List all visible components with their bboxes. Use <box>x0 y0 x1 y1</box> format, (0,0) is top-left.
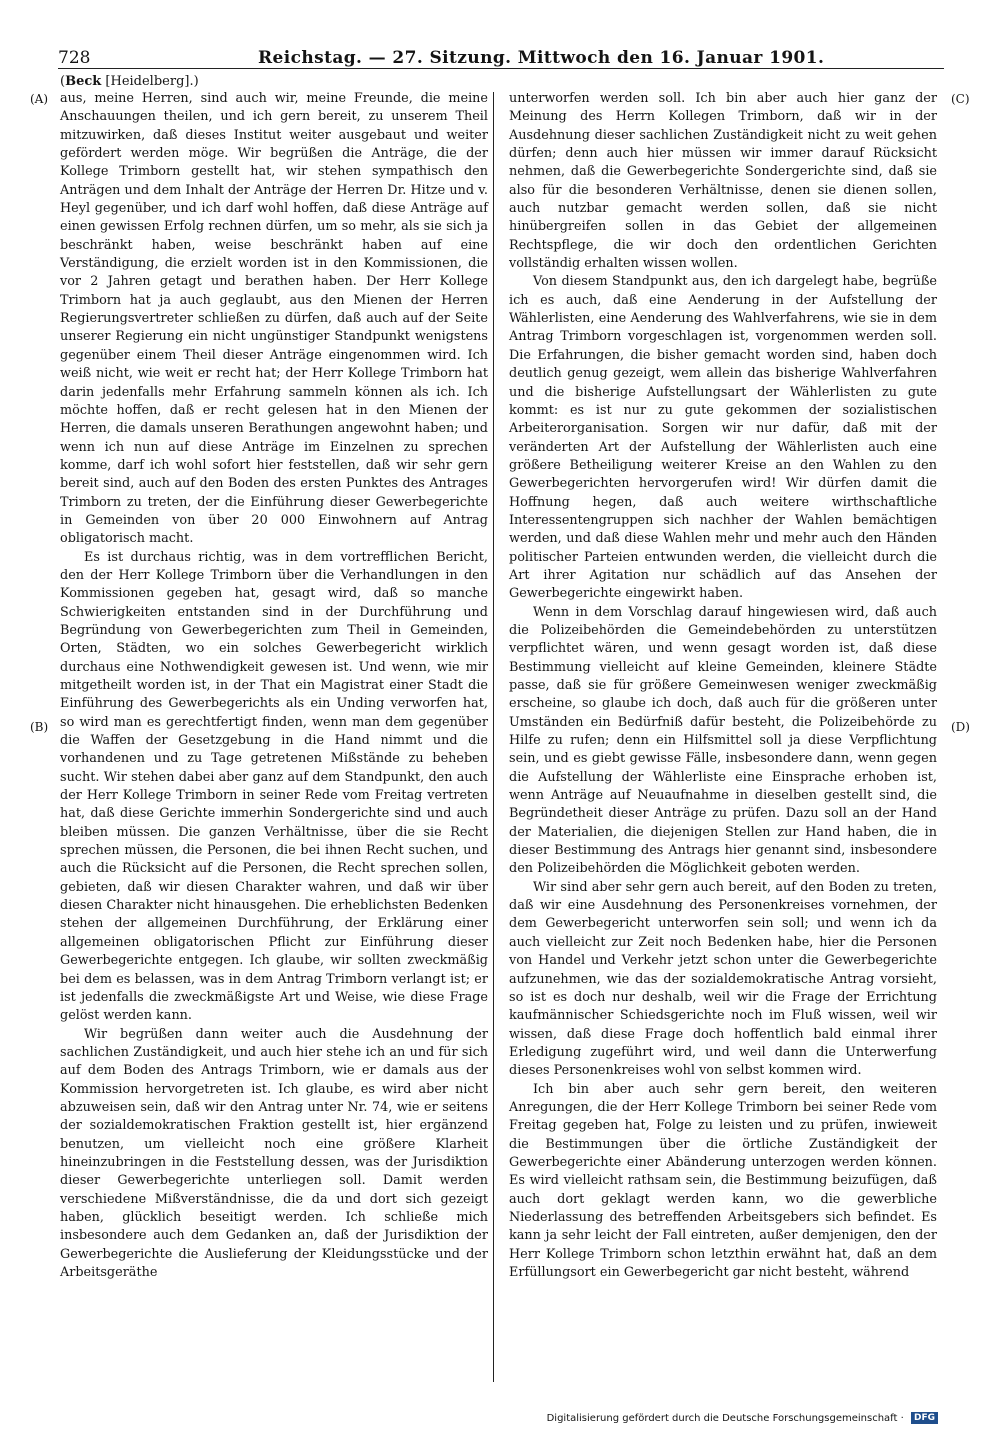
page-number: 728 <box>58 48 91 68</box>
left-paragraph-3: Wir begrüßen dann weiter auch die Ausdehnung der sachlichen Zuständigkeit, und auch hier stehe ich an und für sich auf dem Boden des Antrags Trimborn, wie er damals aus der Kommission hervorgetreten ist. Ich glaube, es wird aber nicht abzuweisen sein, daß wir den Antrag unter Nr. 74, wie er seitens der sozialdemokratischen Fraktion gestellt ist, hier ergänzend benutzen, um vielleicht noch eine größere Klarheit hineinzubringen in die Feststellung dessen, was der Jurisdiktion dieser Gewerbegerichte unterliegen soll. Damit werden verschiedene Mißverständnisse, die da und dort sich gezeigt haben, glücklich beseitigt werden. Ich schließe mich insbesondere auch dem Gedanken an, daß der Jurisdiktion der Gewerbegerichte die Auslieferung der Kleidungsstücke und der Arbeitsgeräthe <box>60 1026 488 1280</box>
right-paragraph-5: Ich bin aber auch sehr gern bereit, den weiteren Anregungen, die der Herr Kollege Trimborn bei seiner Rede vom Freitag gegeben hat, Folge zu leisten und zu prüfen, inwieweit die Bestimmungen über die örtliche Zuständigkeit der Gewerbegerichte einer Abänderung unterzogen werden können. Es wird vielleicht rathsam sein, die Bestimmung beizufügen, daß auch dort geklagt werden kann, wo die gewerbliche Niederlassung des betreffenden Arbeitsgebers sich befindet. Es kann ja sehr leicht der Fall eintreten, außer demjenigen, den der Herr Kollege Trimborn schon letzthin erwähnt hat, daß an dem Erfüllungsort ein Gewerbegericht gar nicht besteht, während <box>509 1081 937 1280</box>
left-paragraph-2: Es ist durchaus richtig, was in dem vortrefflichen Bericht, den der Herr Kollege Trimborn über die Verhandlungen in den Kommissionen gegeben hat, gesagt wird, daß so manche Schwierigkeiten entstanden sind in der Durchführung und Begründung von Gewerbegerichten zum Theil in Gemeinden, Orten, Städten, wo ein solches Gewerbegericht wirklich durchaus eine Nothwendigkeit gewesen ist. Und wenn, wie mir mitgetheilt worden ist, in der That ein Magistrat einer Stadt die Einführung des Gewerbegerichts als ein Unding verworfen hat, so wird man es gerechtfertigt finden, wenn man dem gegenüber die Waffen der Gesetzgebung in die Hand nimmt und die vorhandenen und zu Tage getretenen Mißstände zu beheben sucht. Wir stehen dabei aber ganz auf dem Standpunkt, den auch der Herr Kollege Trimborn in seiner Rede vom Freitag vertreten hat, daß diese Gerichte immerhin Sondergerichte sind und auch bleiben müssen. Die ganzen Verhältnisse, über die sie Recht sprechen müssen, die Personen, die bei ihnen Recht suchen, und auch die Rücksicht auf die Personen, die Recht sprechen sollen, gebieten, daß wir diesen Charakter wahren, und daß wir über diesen Charakter nicht hinausgehen. Die erheblichsten Bedenken stehen der allgemeinen Durchführung, der Erklärung einer allgemeinen obligatorischen Pflicht zur Einführung dieser Gewerbegerichte entgegen. Ich glaube, wir sollten zweckmäßig bei dem es belassen, was in dem Antrag Trimborn verlangt ist; er ist jedenfalls die zweckmäßigste Art und Weise, wie diese Frage gelöst werden kann. <box>60 549 488 1024</box>
page-header <box>58 44 938 70</box>
column-divider <box>493 92 494 1382</box>
left-paragraph-1: aus, meine Herren, sind auch wir, meine Freunde, die meine Anschauungen theilen, und ich gern bereit, zu unserem Theil mitzuwirken, daß dieses Institut weiter ausgebaut und weiter gefördert werden möge. Wir begrüßen die Anträge, die der Kollege Trimborn gestellt hat, wir stehen sympathisch den Anträgen und dem Inhalt der Anträge der Herren Dr. Hitze und v. Heyl gegenüber, und ich darf wohl hoffen, daß diese Anträge auf einen gewissen Erfolg rechnen dürfen, um so mehr, als sie sich ja beschränkt haben, weise beschränkt haben auf eine Verständigung, die erzielt worden ist in den Kommissionen, die vor 2 Jahren getagt und berathen haben. Der Herr Kollege Trimborn hat ja auch geglaubt, aus den Mienen der Herren Regierungsvertreter schließen zu dürfen, daß auch auf der Seite unserer Regierung ein nicht ungünstiger Standpunkt wenigstens gegenüber einem Theil dieser Anträge eingenommen wird. Ich weiß nicht, wie weit er recht hat; der Herr Kollege Trimborn hat darin jedenfalls mehr Erfahrung sammeln können als ich. Ich möchte hoffen, daß er recht gelesen hat in den Mienen der Herren, die damals unseren Berathungen angewohnt haben; und wenn ich nun auf diese Anträge im Einzelnen zu sprechen komme, darf ich wohl sofort hier feststellen, daß wir sehr gern bereit sind, auch auf den Boden des ersten Punktes des Antrages Trimborn zu treten, der die Einführung dieser Gewerbegerichte in Gemeinden von über 20 000 Einwohnern auf Antrag obligatorisch macht. <box>60 91 488 547</box>
dfg-logo: DFG <box>911 1412 938 1424</box>
speaker-place: [Heidelberg].) <box>105 74 199 89</box>
speaker-name: Beck <box>65 74 102 89</box>
right-paragraph-3: Wenn in dem Vorschlag darauf hingewiesen wird, daß auch die Polizeibehörden die Gemeindebehörden zu unterstützen verpflichtet wären, und wenn gesagt worden ist, daß diese Bestimmung vielleicht auf kleine Gemeinden, kleinere Städte passe, daß sie für größere Gemeinwesen weniger zweckmäßig erscheine, so glaube ich doch, daß auch für die größeren unter Umständen ein Bedürfniß dafür besteht, die Polizeibehörde zu Hilfe zu rufen; denn ein Hilfsmittel soll ja diese Verpflichtung sein, und es giebt gewisse Fälle, insbesondere dann, wenn gegen die Aufstellung der Wählerliste eine Einsprache erhoben ist, wenn Anträge auf Neuaufnahme in dieselben gestellt sind, die Begründetheit dieser Anträge zu prüfen. Dazu soll an der Hand der Materialien, die diejenigen Stellen zur Hand haben, die in dieser Bestimmung des Antrags hier genannt sind, insbesondere den Polizeibehörden die Möglichkeit geboten werden. <box>509 604 937 877</box>
digitization-footer <box>547 1412 938 1424</box>
margin-marker-c: (C) <box>951 92 970 106</box>
margin-marker-b: (B) <box>30 720 49 734</box>
right-column <box>509 90 937 1282</box>
running-title: Reichstag. — 27. Sitzung. Mittwoch den 16. Januar 1901. <box>258 48 825 68</box>
left-column <box>60 90 488 1282</box>
right-paragraph-4: Wir sind aber sehr gern auch bereit, auf den Boden zu treten, daß wir eine Ausdehnung des Personenkreises vornehmen, der dem Gewerbegericht unterworfen sein soll; und wenn ich da auch vielleicht zur Zeit noch Bedenken habe, hier die Personen von Handel und Verkehr jetzt schon unter die Gewerbegerichte aufzunehmen, wie das der sozialdemokratische Antrag vorsieht, so ist es doch nur deshalb, weil wir die Frage der Errichtung kaufmännischer Schiedsgerichte noch im Fluß wissen, weil wir wissen, daß diese Frage doch hoffentlich bald einmal ihrer Erledigung zugeführt wird, und weil dann die Unterwerfung dieses Personenkreises wohl von selbst kommen wird. <box>509 879 937 1079</box>
right-paragraph-1: unterworfen werden soll. Ich bin aber auch hier ganz der Meinung des Herrn Kollegen Trimborn, daß wir in der Ausdehnung dieser sachlichen Zuständigkeit nicht zu weit gehen dürfen; denn auch hier müssen wir immer darauf Rücksicht nehmen, daß die Gewerbegerichte Sondergerichte sind, daß sie also für die besonderen Verhältnisse, denen sie dienen sollen, auch nutzbar gemacht werden sollen, daß sie nicht hinübergreifen sollen in das Gebiet der allgemeinen Rechtspflege, die wir doch den ordentlichen Gerichten vollständig erhalten wissen wollen. <box>509 91 937 272</box>
right-paragraph-2: Von diesem Standpunkt aus, den ich dargelegt habe, begrüße ich es auch, daß eine Aenderung in der Aufstellung der Wählerlisten, eine Aenderung des Wahlverfahrens, wie sie in dem Antrag Trimborn vorgeschlagen ist, vorgenommen werden soll. Die Erfahrungen, die bisher gemacht worden sind, haben doch deutlich genug gezeigt, wem allein das bisherige Wahlverfahren und die bisherige Aufstellungsart der Wählerlisten zu gute kommt: es ist nur zu gute gekommen der sozialistischen Arbeiterorganisation. Sorgen wir nur dafür, daß mit der veränderten Art der Aufstellung der Wählerlisten auch eine größere Betheiligung weiterer Kreise an den Wahlen zu den Gewerbegerichten hervorgerufen wird! Wir dürfen damit die Hoffnung hegen, daß auch weitere wirthschaftliche Interessentengruppen sich nachher der Wahlen bemächtigen werden, und daß diese Wahlen mehr und mehr auch den Händen politischer Parteien entwunden werden, die vielleicht durch die Art ihrer Agitation nur schädlich auf das Ansehen der Gewerbegerichte eingewirkt haben. <box>509 274 937 602</box>
footer-text: Digitalisierung gefördert durch die Deutsche Forschungsgemeinschaft · <box>546 1413 904 1424</box>
header-rule <box>58 68 944 69</box>
margin-marker-a: (A) <box>30 92 49 106</box>
margin-marker-d: (D) <box>951 720 970 734</box>
speaker-label: (Beck [Heidelberg].) <box>60 74 199 89</box>
